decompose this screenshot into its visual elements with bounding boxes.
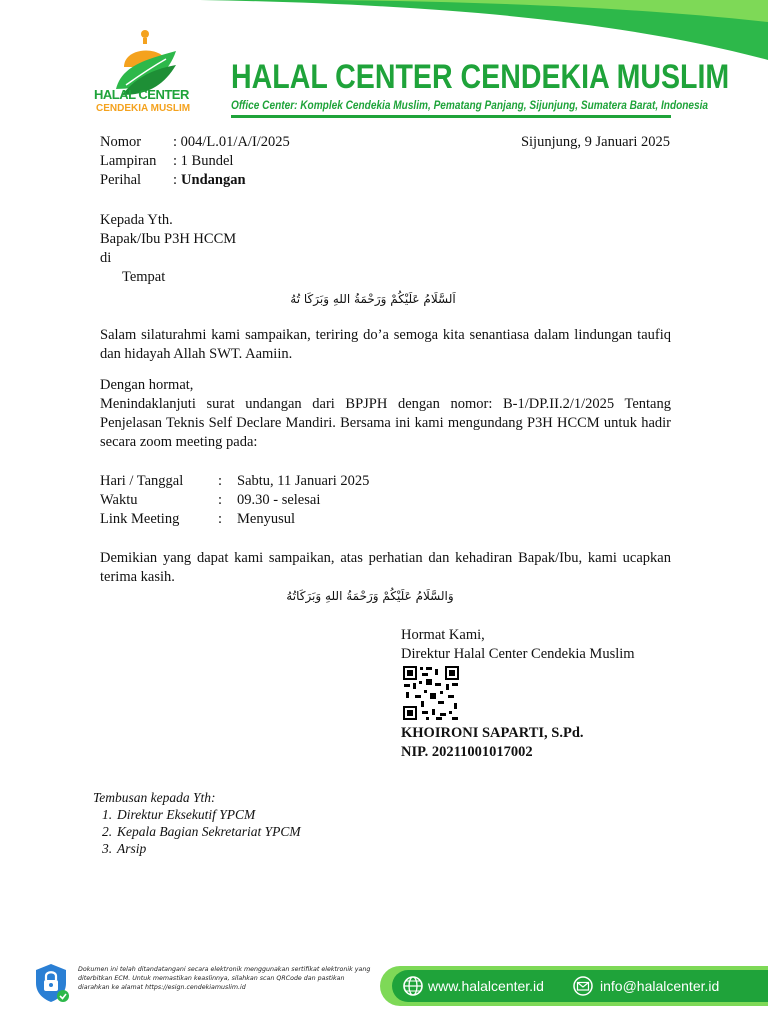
recipient-line1: Kepada Yth.	[100, 212, 173, 228]
website-link[interactable]: www.halalcenter.id	[428, 978, 544, 994]
signature-block	[401, 626, 635, 664]
shield-lock-icon	[32, 962, 70, 1004]
recipient-line4: Tempat	[122, 269, 166, 285]
office-address: Office Center: Komplek Cendekia Muslim, Pematang Panjang, Sijunjung, Sumatera Barat, Indonesia	[231, 98, 709, 112]
lampiran-label: Lampiran	[100, 153, 157, 169]
lampiran-value: : 1 Bundel	[173, 153, 234, 169]
organization-name: HALAL CENTER CENDEKIA MUSLIM	[231, 58, 730, 96]
detail-value: 09.30 - selesai	[237, 492, 321, 508]
cc-item-number: 1.	[102, 807, 113, 822]
paragraph-intro: Salam silaturahmi kami sampaikan, teriring do’a semoga kita senantiasa dalam lindungan taufiq dan hidayah Allah SWT. Aamiin.	[100, 327, 671, 362]
logo-text-line1: HALAL CENTER	[94, 87, 189, 102]
globe-icon	[402, 975, 424, 997]
cc-title: Tembusan kepada Yth:	[93, 790, 216, 805]
logo-text-line2: CENDEKIA MUSLIM	[96, 103, 191, 114]
perihal-value: Undangan	[181, 172, 246, 188]
perihal-colon: :	[173, 172, 178, 188]
signature-greeting: Hormat Kami,	[401, 627, 485, 643]
detail-label: Hari / Tanggal	[100, 473, 184, 489]
detail-row	[100, 510, 369, 529]
arabic-greeting: اَلسَّلَامُ عَلَيْكُمْ وَرَحْمَةُ اللهِ وَبَرَكَا تُهُ	[290, 292, 456, 306]
detail-value: Menyusul	[237, 511, 295, 527]
opening-salutation: Dengan hormat,	[100, 377, 194, 393]
recipient-line3: di	[100, 250, 112, 266]
recipient-block	[100, 211, 236, 287]
detail-separator: :	[218, 473, 223, 489]
e-signature-note: Dokumen ini telah ditandatangani secara elektronik menggunakan sertifikat elektronik yang diterbitkan ECM. Untuk memastikan keaslinnya, silahkan scan QRCode dan pastikan diarahkan ke alamat https://esign.cendekiamuslim.id	[78, 966, 371, 991]
cc-item	[93, 806, 301, 823]
nomor-label: Nomor	[100, 134, 142, 150]
logo	[92, 25, 192, 125]
signature-qr-code[interactable]	[402, 665, 460, 721]
detail-row	[100, 472, 369, 491]
detail-separator: :	[218, 511, 223, 527]
mail-icon	[572, 976, 594, 996]
cc-item-text: Kepala Bagian Sekretariat YPCM	[117, 824, 301, 839]
cc-item-number: 3.	[102, 841, 113, 856]
perihal-label: Perihal	[100, 172, 142, 188]
cc-item	[93, 823, 301, 840]
signatory-name: KHOIRONI SAPARTI, S.Pd.	[401, 725, 584, 741]
arabic-closing: وَالسَّلَامُ عَلَيْكُمْ وَرَحْمَةُ اللهِ وَبَرَكَاتُهُ	[286, 589, 454, 603]
paragraph-closing: Demikian yang dapat kami sampaikan, atas perhatian dan kehadiran Bapak/Ibu, kami ucapkan terima kasih.	[100, 550, 671, 585]
signatory-nip: NIP. 20211001017002	[401, 744, 533, 760]
email-link[interactable]: info@halalcenter.id	[600, 978, 720, 994]
recipient-line2: Bapak/Ibu P3H HCCM	[100, 231, 237, 247]
detail-label: Waktu	[100, 492, 138, 508]
detail-row	[100, 491, 369, 510]
cc-item-number: 2.	[102, 824, 113, 839]
detail-separator: :	[218, 492, 223, 508]
header-rule	[231, 115, 671, 118]
cc-item-text: Arsip	[117, 841, 147, 856]
meta-block	[100, 133, 290, 190]
cc-item-text: Direktur Eksekutif YPCM	[117, 807, 256, 822]
place-date: Sijunjung, 9 Januari 2025	[520, 134, 670, 150]
cc-block	[93, 789, 301, 857]
cc-item	[93, 840, 301, 857]
nomor-value: : 004/L.01/A/I/2025	[173, 134, 290, 150]
detail-value: Sabtu, 11 Januari 2025	[237, 473, 370, 489]
signature-title: Direktur Halal Center Cendekia Muslim	[401, 646, 635, 662]
paragraph-invitation: Menindaklanjuti surat undangan dari BPJPH dengan nomor: B-1/DP.II.2/1/2025 Tentang Penjelasan Teknis Self Declare Mandiri. Bersama ini kami mengundang P3H HCCM untuk hadir secara zoom meeting pada:	[100, 396, 671, 450]
event-details	[100, 472, 369, 529]
detail-label: Link Meeting	[100, 511, 180, 527]
